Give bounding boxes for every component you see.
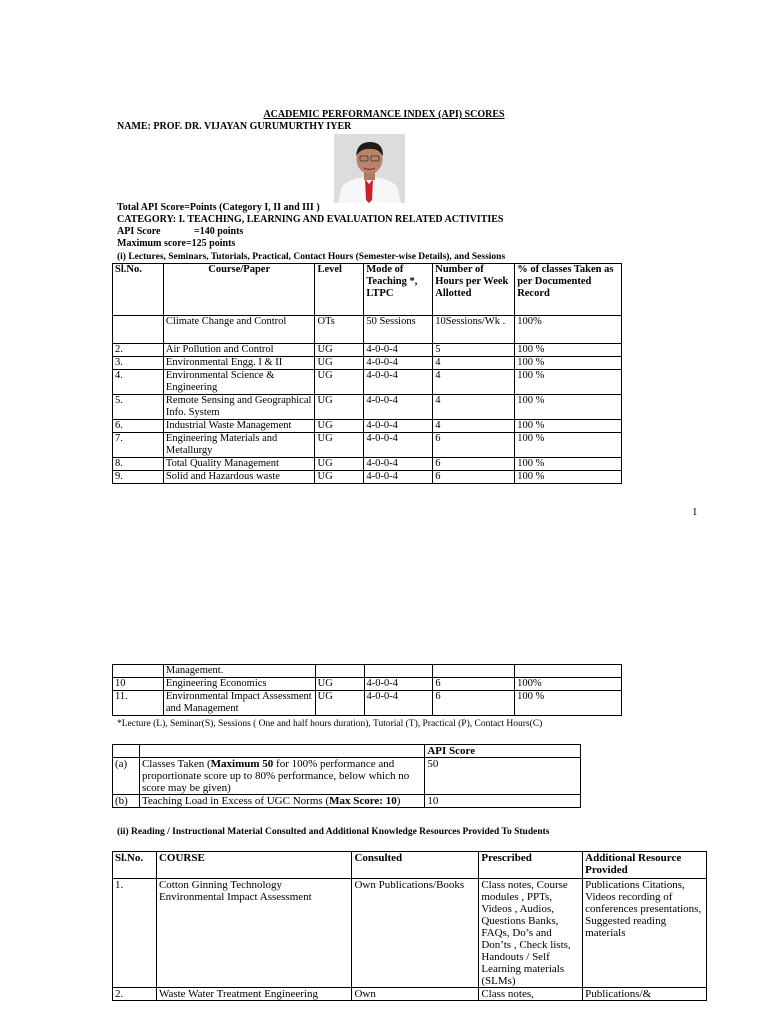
table-header-row xyxy=(113,852,707,879)
cell-mode: 4-0-0-4 xyxy=(364,395,433,420)
table-row xyxy=(113,316,622,344)
page-number: 1 xyxy=(692,506,698,518)
cell-mode: 4-0-0-4 xyxy=(364,471,433,484)
table-row xyxy=(113,357,622,370)
cell-hours: 4 xyxy=(433,420,515,433)
cell-mode: 4-0-0-4 xyxy=(364,691,433,716)
cell-mode: 50 Sessions xyxy=(364,316,433,344)
cell-pct xyxy=(515,665,622,678)
cell-additional: Publications Citations, Videos recording of conferences presentations, Suggested reading materials xyxy=(583,879,707,988)
cell-course: Waste Water Treatment Engineering xyxy=(156,988,352,1001)
cell-level: UG xyxy=(315,458,364,471)
cell-pct: 100 % xyxy=(515,433,622,458)
cell-hours: 6 xyxy=(433,471,515,484)
category-line: CATEGORY: I. TEACHING, LEARNING AND EVALUATION RELATED ACTIVITIES xyxy=(117,214,504,225)
cell-consulted: Own xyxy=(352,988,479,1001)
cell-description: Teaching Load in Excess of UGC Norms (Max Score: 10) xyxy=(139,795,424,808)
cell-hours: 6 xyxy=(433,678,515,691)
header-level: Level xyxy=(315,264,364,316)
table-row xyxy=(113,988,707,1001)
cell-course: Engineering Materials and Metallurgy xyxy=(163,433,315,458)
table-row xyxy=(113,433,622,458)
cell-mode: 4-0-0-4 xyxy=(364,678,433,691)
table-row xyxy=(113,458,622,471)
cell-hours: 4 xyxy=(433,357,515,370)
table-row xyxy=(113,420,622,433)
cell-consulted: Own Publications/Books xyxy=(352,879,479,988)
table-row xyxy=(113,395,622,420)
table-row xyxy=(113,758,581,795)
cell-level: UG xyxy=(315,420,364,433)
header-slno: Sl.No. xyxy=(113,852,157,879)
cell-hours xyxy=(433,665,515,678)
cell-hours: 6 xyxy=(433,458,515,471)
cell-sl: 7. xyxy=(113,433,164,458)
header-prescribed: Prescribed xyxy=(479,852,583,879)
cell-pct: 100 % xyxy=(515,395,622,420)
cell-sl: 5. xyxy=(113,395,164,420)
cell-pct: 100 % xyxy=(515,420,622,433)
cell-pct: 100 % xyxy=(515,370,622,395)
cell-mode: 4-0-0-4 xyxy=(364,370,433,395)
cell-course: Air Pollution and Control xyxy=(163,344,315,357)
cell-course: Industrial Waste Management xyxy=(163,420,315,433)
cell-level xyxy=(315,665,364,678)
cell-course: Climate Change and Control xyxy=(163,316,315,344)
table-row xyxy=(113,471,622,484)
cell-level: OTs xyxy=(315,316,364,344)
cell-score: 10 xyxy=(425,795,581,808)
cell-pct: 100% xyxy=(515,316,622,344)
cell-course: Remote Sensing and Geographical Info. System xyxy=(163,395,315,420)
cell-sl: 8. xyxy=(113,458,164,471)
section-ii-heading: (ii) Reading / Instructional Material Consulted and Additional Knowledge Resources Provided To Students xyxy=(117,827,550,837)
cell-sl xyxy=(113,316,164,344)
cell-level: UG xyxy=(315,471,364,484)
cell-hours: 4 xyxy=(433,395,515,420)
cell-hours: 6 xyxy=(433,691,515,716)
header-consulted: Consulted xyxy=(352,852,479,879)
cell-course: Engineering Economics xyxy=(163,678,315,691)
maximum-score: Maximum score=125 points xyxy=(117,238,236,249)
cell-sl: 3. xyxy=(113,357,164,370)
cell-course: Environmental Science & Engineering xyxy=(163,370,315,395)
cell-course: Total Quality Management xyxy=(163,458,315,471)
cell-sl: 2. xyxy=(113,988,157,1001)
cell-sl: 2. xyxy=(113,344,164,357)
cell-mode: 4-0-0-4 xyxy=(364,458,433,471)
cell-mode: 4-0-0-4 xyxy=(364,344,433,357)
cell-additional: Publications/& xyxy=(583,988,707,1001)
cell-level: UG xyxy=(315,370,364,395)
api-score-table xyxy=(112,744,581,808)
cell-course: Management. xyxy=(163,665,315,678)
document-title: ACADEMIC PERFORMANCE INDEX (API) SCORES xyxy=(263,109,505,120)
teaching-table-page2 xyxy=(112,664,622,716)
cell-prescribed: Class notes, xyxy=(479,988,583,1001)
total-api-line: Total API Score=Points (Category I, II and III ) xyxy=(117,202,320,213)
cell-mode: 4-0-0-4 xyxy=(364,357,433,370)
table-row xyxy=(113,879,707,988)
cell-hours: 6 xyxy=(433,433,515,458)
cell-sl: 11. xyxy=(113,691,164,716)
cell-level: UG xyxy=(315,433,364,458)
cell-label: (b) xyxy=(113,795,140,808)
cell-level: UG xyxy=(315,344,364,357)
cell-level: UG xyxy=(315,395,364,420)
cell-pct: 100 % xyxy=(515,344,622,357)
profile-photo xyxy=(334,134,405,203)
table-row xyxy=(113,665,622,678)
cell-course: Environmental Engg. I & II xyxy=(163,357,315,370)
api-score-value: =140 points xyxy=(194,226,244,237)
header-course: COURSE xyxy=(156,852,352,879)
cell-mode: 4-0-0-4 xyxy=(364,433,433,458)
cell-hours: 5 xyxy=(433,344,515,357)
header-mode: Mode of Teaching *, LTPC xyxy=(364,264,433,316)
professor-name: NAME: PROF. DR. VIJAYAN GURUMURTHY IYER xyxy=(117,121,352,132)
api-header-row xyxy=(113,745,581,758)
cell-sl xyxy=(113,665,164,678)
cell-course: Environmental Impact Assessment and Management xyxy=(163,691,315,716)
header-slno: Sl.No. xyxy=(113,264,164,316)
cell-score: 50 xyxy=(425,758,581,795)
cell-pct: 100 % xyxy=(515,458,622,471)
cell-sl: 10 xyxy=(113,678,164,691)
ltpc-footnote: *Lecture (L), Seminar(S), Sessions ( One and half hours duration), Tutorial (T), Practical (P), Contact Hours(C) xyxy=(117,719,543,729)
cell-level: UG xyxy=(315,678,364,691)
cell-mode xyxy=(364,665,433,678)
cell-pct: 100 % xyxy=(515,471,622,484)
cell-sl: 4. xyxy=(113,370,164,395)
header-additional: Additional Resource Provided xyxy=(583,852,707,879)
header-pct: % of classes Taken as per Documented Record xyxy=(515,264,622,316)
cell-mode: 4-0-0-4 xyxy=(364,420,433,433)
cell-course: Solid and Hazardous waste xyxy=(163,471,315,484)
cell-level: UG xyxy=(315,691,364,716)
cell-hours: 10Sessions/Wk . xyxy=(433,316,515,344)
cell-level: UG xyxy=(315,357,364,370)
cell-pct: 100 % xyxy=(515,691,622,716)
table-row xyxy=(113,691,622,716)
table-row xyxy=(113,344,622,357)
cell-prescribed: Class notes, Course modules , PPTs, Videos , Audios, Questions Banks, FAQs, Do’s and Don’ts , Check lists, Handouts / Self Learning materials (SLMs) xyxy=(479,879,583,988)
table-header-row xyxy=(113,264,622,316)
table-row xyxy=(113,370,622,395)
cell-label: (a) xyxy=(113,758,140,795)
header-course: Course/Paper xyxy=(163,264,315,316)
cell-description: Classes Taken (Maximum 50 for 100% performance and proportionate score up to 80% performance, below which no score may be given) xyxy=(139,758,424,795)
teaching-table-page1 xyxy=(112,263,622,484)
resources-table xyxy=(112,851,707,1001)
cell-course: Cotton Ginning Technology Environmental Impact Assessment xyxy=(156,879,352,988)
cell-pct: 100% xyxy=(515,678,622,691)
table-row xyxy=(113,795,581,808)
cell-sl: 9. xyxy=(113,471,164,484)
cell-hours: 4 xyxy=(433,370,515,395)
cell-pct: 100 % xyxy=(515,357,622,370)
header-hours: Number of Hours per Week Allotted xyxy=(433,264,515,316)
section-i-heading: (i) Lectures, Seminars, Tutorials, Practical, Contact Hours (Semester-wise Details), and Sessions xyxy=(117,252,506,262)
cell-sl: 6. xyxy=(113,420,164,433)
api-score-label: API Score xyxy=(117,226,161,237)
cell-sl: 1. xyxy=(113,879,157,988)
api-score-header: API Score xyxy=(425,745,581,758)
table-row xyxy=(113,678,622,691)
